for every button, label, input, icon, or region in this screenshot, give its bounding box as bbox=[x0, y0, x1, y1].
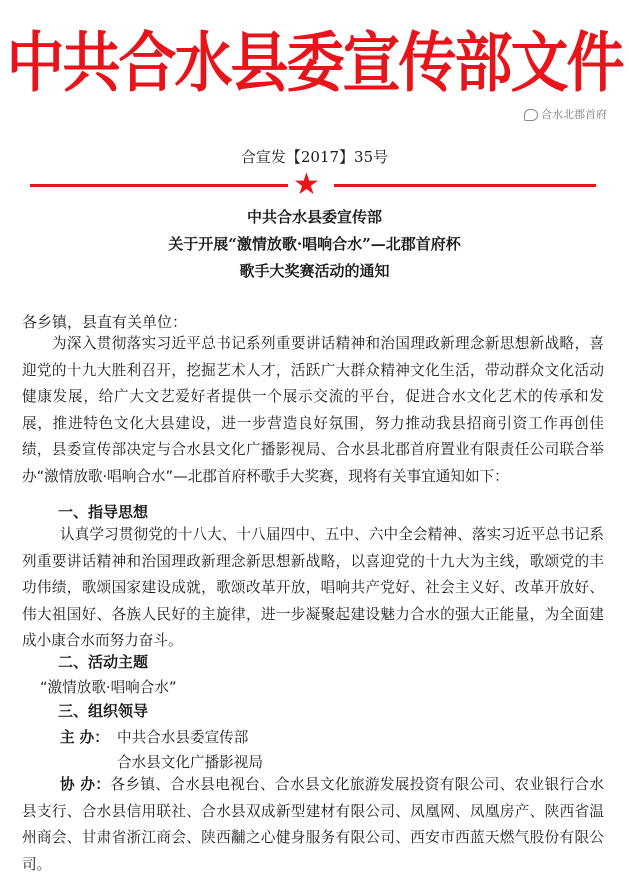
title-line-2: 关于开展“激情放歌·唱响合水”—北郡首府杯 bbox=[168, 235, 461, 253]
red-divider-left bbox=[30, 184, 288, 187]
intro-paragraph: 为深入贯彻落实习近平总书记系列重要讲话精神和治国理政新理念新思想新战略，喜迎党的十九大胜利召开，挖掘艺术人才，活跃广大群众精神文化生活，带动群众文化活动健康发展，给广大文艺爱好者提供一个展示交流的平台，促进合水文化艺术的传承和发展，推进特色文化大县建设，进一步营造良好氛围，努力推动我县招商引资工作再创佳绩，县委宣传部决定与合水县文化广播影视局、合水县北郡首府置业有限责任公司联合举办“激情放歌·唱响合水”—北郡首府杯歌手大奖赛，现将有关事宜通知如下： bbox=[22, 335, 604, 485]
section-guidance-text: 认真学习贯彻党的十八大、十八届四中、五中、六中全会精神、落实习近平总书记系列重要讲话精神和治国理政新理念新思想新战略，以喜迎党的十九大为主线，歌颂党的丰功伟绩，歌颂国家建设成就，歌颂改革开放，唱响共产党好、社会主义好、改革开放好、伟大祖国好、各族人民好的主旋律，进一步凝聚起建设魅力合水的强大正能量，为全面建成小康合水而努力奋斗。 bbox=[22, 526, 604, 649]
co-organizers-paragraph bbox=[22, 772, 604, 878]
document-number: 合宣发【2017】35号 bbox=[240, 148, 389, 166]
title-line-1: 中共合水县委宣传部 bbox=[246, 208, 382, 226]
star-icon: ★ bbox=[293, 167, 320, 202]
wechat-icon bbox=[524, 109, 538, 121]
section-heading-theme: 二、活动主题 bbox=[58, 653, 149, 671]
co-label: 协 办： bbox=[60, 776, 111, 793]
watermark-label: 合水北郡首府 bbox=[541, 108, 607, 121]
red-divider-right bbox=[334, 184, 596, 187]
section-heading-organization: 三、组织领导 bbox=[58, 702, 149, 720]
document-masthead: 中共合水县委宣传部文件 bbox=[6, 24, 623, 101]
section-theme-text: “激情放歌·唱响合水” bbox=[40, 679, 177, 696]
watermark bbox=[524, 106, 607, 122]
section-heading-guidance: 一、指导思想 bbox=[58, 503, 149, 521]
host-label: 主 办： bbox=[60, 729, 109, 746]
host-line-1: 中共合水县委宣传部 bbox=[117, 729, 249, 746]
title-line-3: 歌手大奖赛活动的通知 bbox=[239, 262, 390, 280]
co-organizers-text: 各乡镇、合水县电视台、合水县文化旅游发展投资有限公司、农业银行合水县支行、合水县信用联社、合水县双成新型建材有限公司、凤凰网、凤凰房产、陕西省温州商会、甘肃省浙江商会、陕西黼之心健身服务有限公司、西安市西蓝天燃气股份有限公司。 bbox=[22, 776, 604, 873]
host-line-2: 合水县文化广播影视局 bbox=[117, 754, 263, 771]
salutation: 各乡镇，县直有关单位： bbox=[22, 313, 188, 331]
